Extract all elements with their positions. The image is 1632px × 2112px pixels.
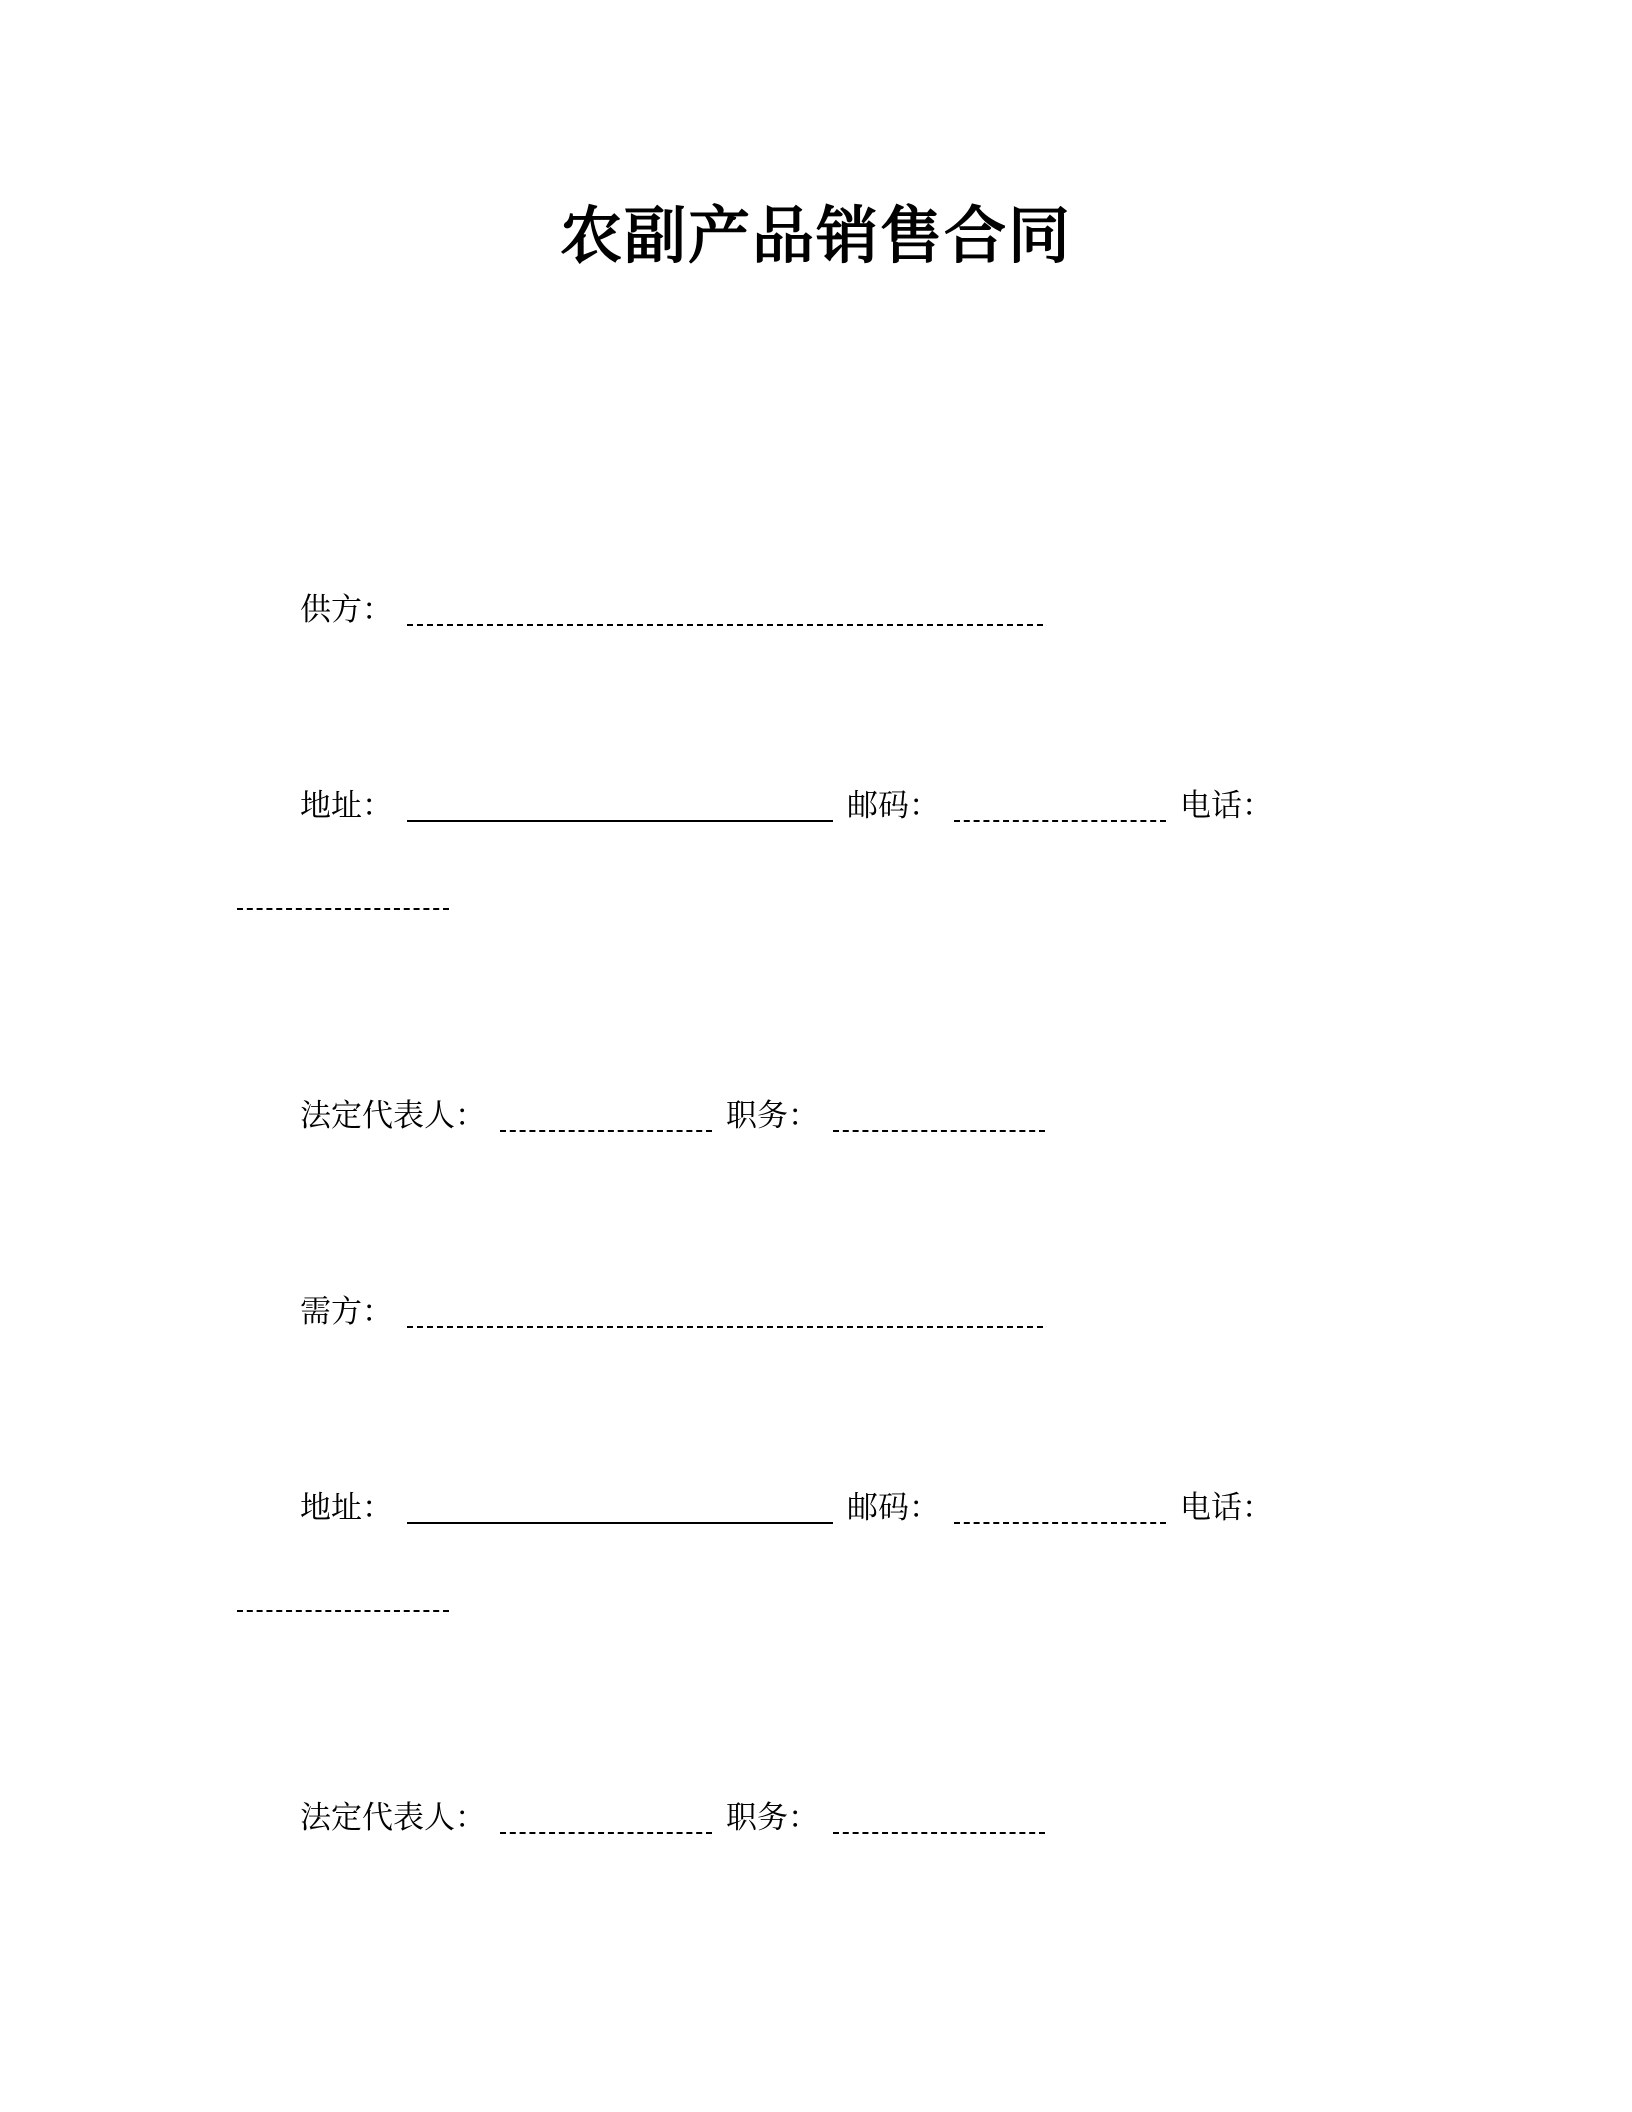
supplier-phone-continuation bbox=[237, 900, 463, 916]
supplier-address-blank bbox=[407, 812, 833, 822]
supplier-position-blank bbox=[833, 1122, 1045, 1132]
supplier-position-label: 职务： bbox=[726, 1098, 819, 1134]
document-title: 农副产品销售合同 bbox=[559, 199, 1072, 272]
buyer-phone-label: 电话： bbox=[1180, 1490, 1273, 1526]
buyer-legal-rep-blank bbox=[500, 1824, 712, 1834]
buyer-phone-blank bbox=[237, 1602, 449, 1612]
buyer-address-line bbox=[300, 1486, 1273, 1530]
buyer-phone-continuation bbox=[237, 1602, 463, 1618]
buyer-legal-rep-line bbox=[300, 1796, 1059, 1840]
buyer-party-label: 需方： bbox=[300, 1294, 393, 1330]
buyer-legal-rep-label: 法定代表人： bbox=[300, 1800, 486, 1836]
buyer-position-blank bbox=[833, 1824, 1045, 1834]
supplier-party-label: 供方： bbox=[300, 592, 393, 628]
buyer-position-label: 职务： bbox=[726, 1800, 819, 1836]
supplier-phone-blank bbox=[237, 900, 449, 910]
buyer-address-label: 地址： bbox=[300, 1490, 393, 1526]
buyer-party-blank bbox=[407, 1318, 1043, 1328]
supplier-legal-rep-label: 法定代表人： bbox=[300, 1098, 486, 1134]
supplier-address-line bbox=[300, 784, 1273, 828]
supplier-legal-rep-line bbox=[300, 1094, 1059, 1138]
buyer-postcode-blank bbox=[954, 1514, 1166, 1524]
supplier-party-line bbox=[300, 588, 1057, 632]
supplier-legal-rep-blank bbox=[500, 1122, 712, 1132]
buyer-postcode-label: 邮码： bbox=[847, 1490, 940, 1526]
supplier-party-blank bbox=[407, 616, 1043, 626]
supplier-address-label: 地址： bbox=[300, 788, 393, 824]
supplier-phone-label: 电话： bbox=[1180, 788, 1273, 824]
supplier-postcode-blank bbox=[954, 812, 1166, 822]
buyer-address-blank bbox=[407, 1514, 833, 1524]
buyer-party-line bbox=[300, 1290, 1057, 1334]
supplier-postcode-label: 邮码： bbox=[847, 788, 940, 824]
